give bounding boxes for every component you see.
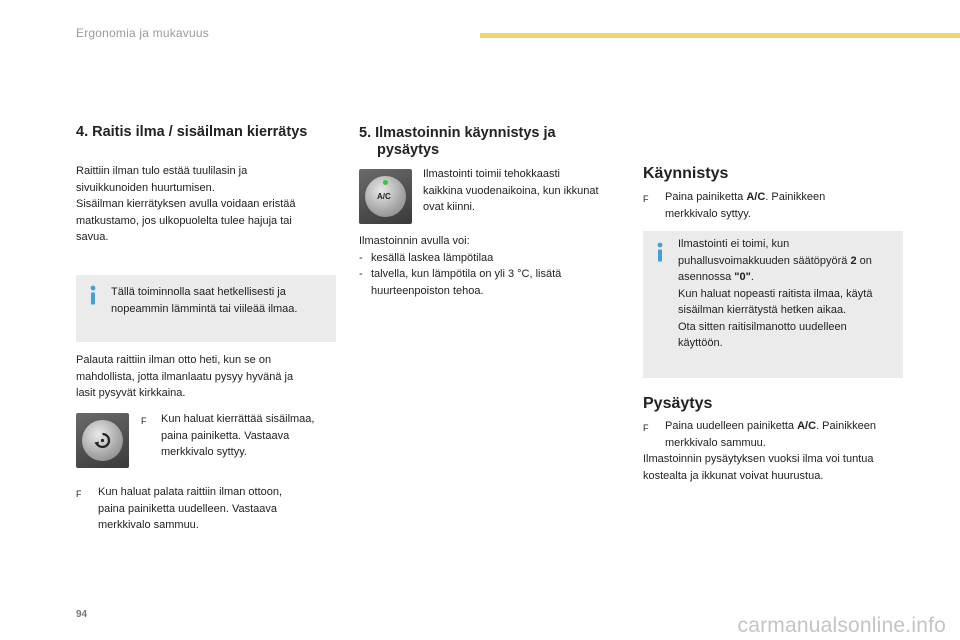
text-line: Sisäilman kierrätyksen avulla voidaan eristää [76,198,296,210]
text-line: Paina uudelleen painiketta A/C. Painikkeen [665,420,876,432]
start-bullet [643,189,825,222]
accent-bar [480,33,960,38]
text-line: Ota sitten raitisilmanotto uudelleen [678,320,847,333]
text-line: huurteenpoiston tehoa. [371,284,484,297]
chapter-title: Ergonomia ja mukavuus [76,26,209,40]
text-line: Ilmastointi ei toimi, kun [678,238,790,250]
watermark: carmanualsonline.info [737,614,946,637]
usage-title: Ilmastoinnin avulla voi: [359,235,470,247]
stop-bullet [643,418,876,451]
text-line: merkkivalo syttyy. [665,207,751,220]
start-title: Käynnistys [643,165,729,182]
stop-title: Pysäytys [643,395,713,412]
title-line: pysäytys [377,142,440,158]
text-line: Kun haluat palata raittiin ilman ottoon, [98,486,283,498]
text-line: Ilmastointi toimii tehokkaasti [423,168,560,180]
dash-marker: - [359,268,363,280]
info-box-text [111,284,297,317]
text-line: paina painiketta uudelleen. Vastaava [98,502,277,515]
section-4-title: 4. Raitis ilma / sisäilman kierrätys [76,124,308,140]
section-4-intro [76,163,296,246]
text-line: talvella, kun lämpötila on yli 3 °C, lisätä [371,268,562,280]
info-box-ac [643,231,903,378]
text-line: lasit pysyvät kirkkaina. [76,387,186,399]
indicator-light [383,180,388,185]
stop-note [643,451,874,484]
text-line: asennossa "0". [678,271,754,283]
text-line: sisäilman kierrätystä hetken aikaa. [678,304,847,316]
text-line: Paina painiketta A/C. Painikkeen [665,191,826,203]
section-5-intro [423,166,599,216]
section-4-restore-text [76,352,293,402]
text-line: paina painiketta. Vastaava [161,429,290,442]
text-line: käyttöön. [678,337,723,349]
usage-item [359,250,561,267]
text-line: mahdollista, jotta ilmanlaatu pysyy hyvänä ja [76,370,294,383]
info-icon [655,242,665,262]
section-5-title [359,125,556,159]
dash-marker: - [359,251,363,264]
section-4-bullet-2 [76,484,282,534]
text-line: ovat kiinni. [423,201,475,213]
text-line: savua. [76,231,109,243]
ac-knob-label: A/C [377,192,391,201]
text-line: merkkivalo syttyy. [161,446,247,458]
text-line: Kun haluat kierrättää sisäilmaa, [161,413,315,425]
info-box-text [678,236,872,352]
text-line: merkkivalo sammuu. [665,436,766,449]
text-line: Raittiin ilman tulo estää tuulilasin ja [76,165,248,177]
text-line: matkustamo, jos ulkopuolelta tulee hajuja tai [76,214,292,227]
text-line: kesällä laskea lämpötilaa [371,251,494,264]
text-line: Ilmastoinnin pysäytyksen vuoksi ilma voi tuntua [643,453,874,465]
ac-knob-image [359,169,412,224]
recirculation-icon [92,430,113,451]
section-4-bullet-1 [141,411,314,461]
section-5-usage [359,233,561,299]
info-box-fresh-air [76,275,336,342]
text-line: nopeammin lämmintä tai viileää ilmaa. [111,302,298,315]
bullet-marker: F [141,416,147,426]
text-line: Tällä toiminnolla saat hetkellisesti ja [111,286,286,298]
page-number: 94 [76,609,88,620]
text-line: kostealta ja ikkunat voivat huurustua. [643,469,824,482]
usage-item [359,266,561,299]
bullet-marker: F [643,423,649,433]
title-line: 5. Ilmastoinnin käynnistys ja [359,125,556,141]
bullet-marker: F [76,489,82,499]
text-line: merkkivalo sammuu. [98,519,199,531]
text-line: Palauta raittiin ilman otto heti, kun se on [76,354,272,366]
text-line: kaikkina vuodenaikoina, kun ikkunat [423,184,599,197]
bullet-marker: F [643,194,649,204]
text-line: Kun haluat nopeasti raitista ilmaa, käytä [678,287,873,300]
recirculation-knob-image [76,413,129,468]
text-line: puhallusvoimakkuuden säätöpyörä 2 on [678,254,872,267]
info-icon [88,285,98,305]
text-line: sivuikkunoiden huurtumisen. [76,181,215,194]
